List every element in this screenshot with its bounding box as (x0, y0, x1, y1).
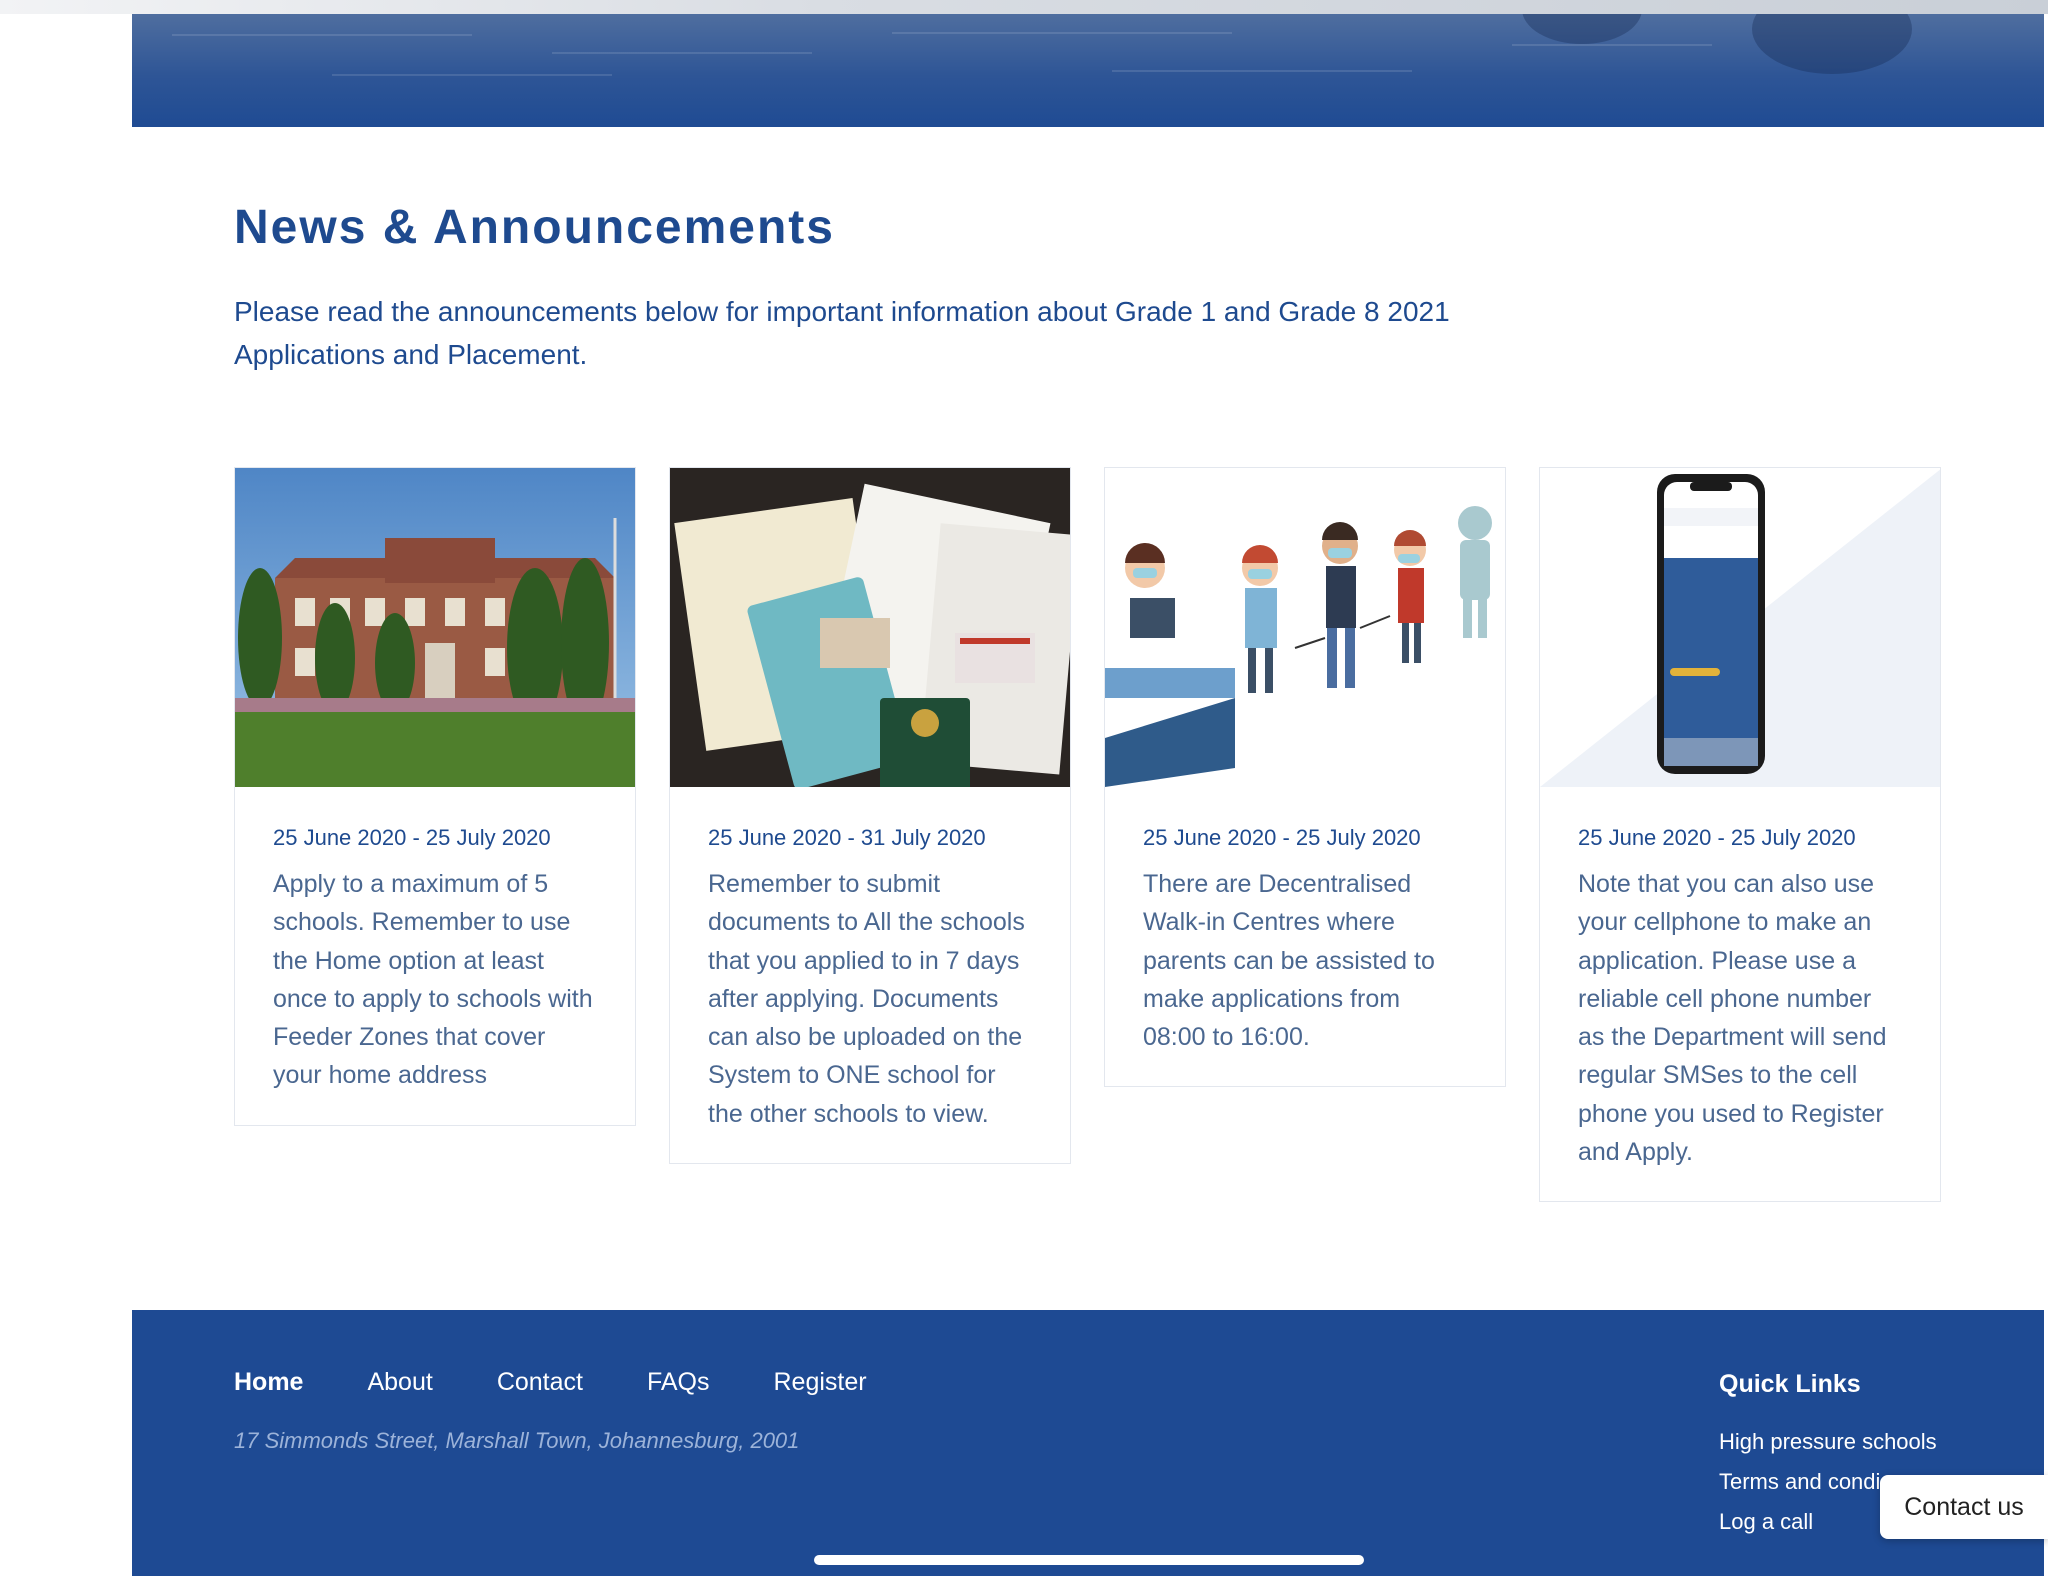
card-text: There are Decentralised Walk-in Centres where parents can be assisted to make applications from 08:00 to 16:00. (1143, 870, 1435, 1052)
footer-nav-contact[interactable]: Contact (496, 1368, 583, 1396)
footer-nav-register[interactable]: Register (773, 1368, 867, 1396)
quick-link-log-a-call[interactable]: Log a call (1719, 1509, 1814, 1534)
announcement-card[interactable] (1104, 467, 1506, 1087)
intro-text: Please read the announcements below for important information about Grade 1 and Grade 8 2021 Applications and Placement. (234, 296, 1450, 370)
card-text: Remember to submit documents to All the schools that you applied to in 7 days after applying. Documents can also be uploaded on the System to ONE school for the other schools to view. (708, 870, 1025, 1128)
card-text: Note that you can also use your cellphone to make an application. Please use a reliable cell phone number as the Department will send regular SMSes to the cell phone you used to Register and Apply. (1578, 870, 1887, 1167)
page-title: News & Announcements (234, 201, 835, 254)
announcement-card[interactable] (234, 467, 636, 1126)
school-building-image (235, 468, 635, 787)
card-date: 25 June 2020 - 25 July 2020 (273, 825, 551, 850)
quick-links-title: Quick Links (1719, 1370, 1861, 1398)
site-footer (132, 1310, 2044, 1576)
documents-image (670, 468, 1070, 787)
card-date: 25 June 2020 - 25 July 2020 (1578, 825, 1856, 850)
footer-nav-about[interactable]: About (367, 1368, 433, 1396)
hero-banner (132, 14, 2044, 127)
footer-nav-home[interactable]: Home (234, 1368, 304, 1396)
announcement-card[interactable] (1539, 467, 1941, 1202)
cellphone-image (1540, 468, 1940, 787)
home-indicator (814, 1555, 1364, 1565)
footer-nav (234, 1368, 867, 1397)
footer-address: 17 Simmonds Street, Marshall Town, Johannesburg, 2001 (234, 1428, 800, 1453)
announcement-card[interactable] (669, 467, 1071, 1164)
quick-link-high-pressure-schools[interactable]: High pressure schools (1719, 1429, 1937, 1454)
card-text: Apply to a maximum of 5 schools. Remember to use the Home option at least once to apply to schools with Feeder Zones that cover your home address (273, 870, 593, 1090)
walk-in-centre-illustration (1105, 468, 1505, 787)
quick-link-terms-and-conditions[interactable]: Terms and condi (1719, 1469, 1881, 1494)
browser-top-strip (0, 0, 2048, 14)
card-date: 25 June 2020 - 25 July 2020 (1143, 825, 1421, 850)
contact-us-button[interactable]: Contact us (1880, 1475, 2048, 1539)
card-date: 25 June 2020 - 31 July 2020 (708, 825, 986, 850)
footer-nav-faqs[interactable]: FAQs (646, 1368, 710, 1396)
